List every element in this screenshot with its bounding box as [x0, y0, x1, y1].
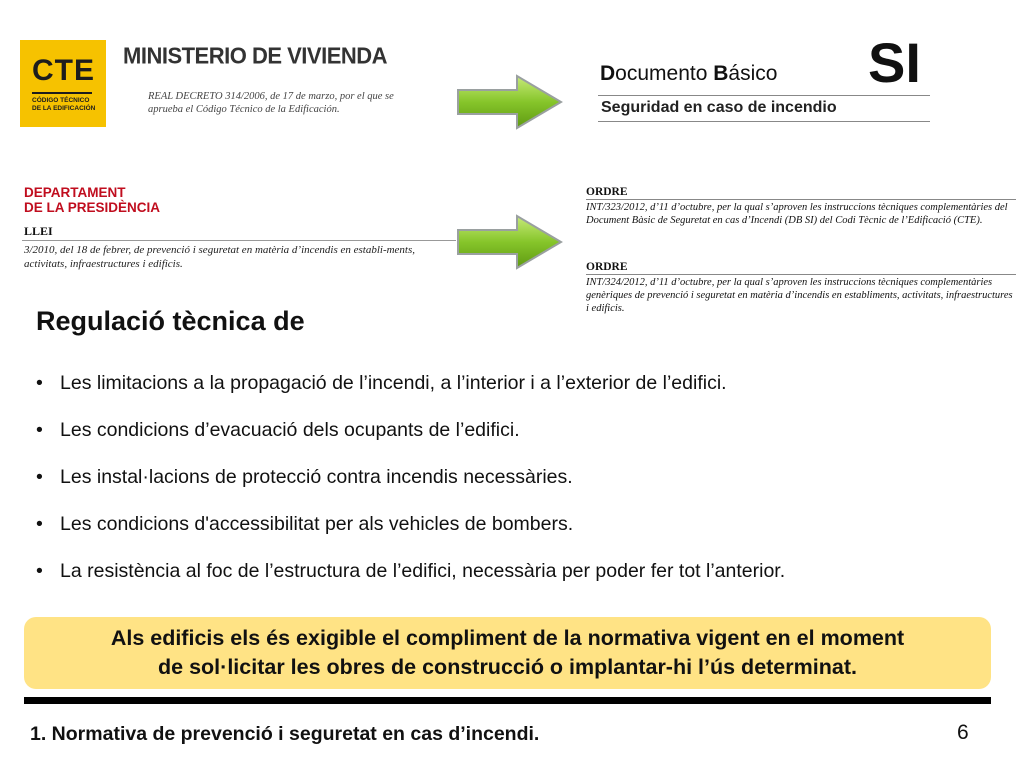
ordre-text: INT/324/2012, d’11 d’octubre, per la qual s’aproven les instruccions tècniques complementàries genèriques de prevenció i seguretat en matèria d’incendis en establiments, activitats, infraestructures i edificis. [586, 277, 1013, 314]
divider [598, 95, 930, 96]
divider [22, 240, 456, 241]
divider [586, 199, 1016, 200]
bullet-icon: • [36, 372, 43, 394]
doc-word1-rest: ocumento [615, 62, 714, 85]
departament-line1: DEPARTAMENT [24, 185, 126, 200]
list-item-text: Les limitacions a la propagació de l’incendi, a l’interior i a l’exterior de l’edifici. [60, 372, 727, 394]
doc-word1-initial: D [600, 62, 616, 85]
footer-divider [24, 697, 991, 704]
ordre-block-1 [586, 186, 1016, 227]
callout-line1: Als edificis els és exigible el compliment de la normativa vigent en el moment [110, 626, 905, 650]
bullet-icon: • [36, 513, 43, 535]
cte-logo-acronym: CTE [32, 54, 95, 87]
ordre-block-2 [586, 261, 1016, 315]
list-item [36, 556, 996, 603]
ministerio-title: MINISTERIO DE VIVIENDA [123, 42, 388, 69]
doc-word2-initial: B [713, 62, 729, 85]
list-item-text: Les condicions d’evacuació dels ocupants de l’edifici. [60, 419, 520, 441]
callout-text [24, 617, 991, 682]
doc-word2-rest: ásico [728, 62, 778, 85]
list-item [36, 462, 996, 509]
section-heading: Regulació tècnica de [36, 306, 305, 336]
list-item-text: Les instal·lacions de protecció contra incendis necessàries. [60, 466, 573, 488]
llei-title: LLEI [24, 224, 53, 238]
list-item-text: Les condicions d'accessibilitat per als vehicles de bombers. [60, 513, 574, 535]
green-arrow-right-icon [455, 212, 565, 272]
ordre-title: ORDRE [586, 186, 628, 198]
ordre-text: INT/323/2012, d’11 d’octubre, per la qual s’aproven les instruccions tècniques complementàries del Document Bàsic de Seguretat en cas d’Incendi (DB SI) del Codi Tècnic de l’Edificació (CTE). [586, 202, 1008, 226]
cte-logo-subtitle [32, 97, 95, 113]
cte-logo-subtitle-line2: DE LA EDIFICACIÓN [32, 105, 96, 112]
documento-basico-subtitle: Seguridad en caso de incendio [601, 99, 837, 116]
callout-line2: de sol·licitar les obres de construcció o implantar-hi l’ús determinat. [158, 655, 857, 679]
cte-logo [20, 40, 106, 127]
list-item [36, 509, 996, 556]
llei-text: 3/2010, del 18 de febrer, de prevenció i seguretat en matèria d’incendis en establi-ments, activitats, infraestructures i edificis. [24, 244, 416, 270]
documento-basico-label [600, 62, 777, 86]
departament-presidencia-header [24, 185, 160, 215]
documento-basico-code: SI [868, 31, 921, 94]
list-item [36, 415, 996, 462]
departament-line2: DE LA PRESIDÈNCIA [24, 200, 161, 215]
cte-logo-divider [32, 92, 92, 94]
callout-box [24, 617, 991, 689]
cte-logo-subtitle-line1: CÓDIGO TÉCNICO [32, 97, 90, 104]
real-decreto-text: REAL DECRETO 314/2006, de 17 de marzo, por el que se aprueba el Código Técnico de la Edificación. [148, 91, 394, 115]
footer-title: 1. Normativa de prevenció i seguretat en cas d’incendi. [30, 723, 540, 745]
page-number: 6 [957, 721, 969, 744]
bullet-icon: • [36, 466, 43, 488]
divider [598, 121, 930, 122]
green-arrow-right-icon [455, 72, 565, 132]
divider [586, 274, 1016, 275]
list-item [36, 368, 996, 415]
bullet-icon: • [36, 419, 43, 441]
bullet-list [36, 368, 996, 603]
ordre-title: ORDRE [586, 261, 628, 273]
list-item-text: La resistència al foc de l’estructura de l’edifici, necessària per poder fer tot l’anterior. [60, 560, 786, 582]
bullet-icon: • [36, 560, 43, 582]
